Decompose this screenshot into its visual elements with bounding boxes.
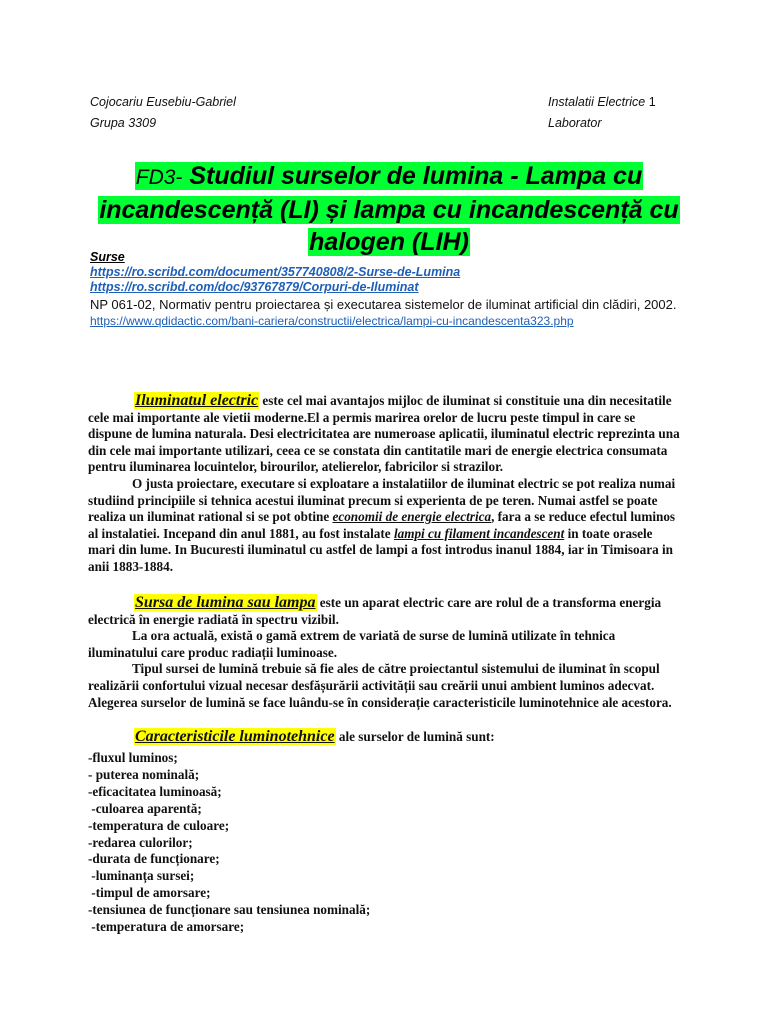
keyword-highlight: Iluminatul electric [135,392,259,409]
course-line [548,92,656,113]
list-item: - puterea nominală; [88,766,200,782]
document-title [90,160,688,258]
author-block [90,92,236,134]
paragraph-text: in toate orasele mari din lume. In Bucuresti iluminatul cu astfel de lampi a fost introdus inanul 1884, iar in Timisoara in anii 1883-1884. [88,525,673,574]
course-block [548,92,656,134]
list-item: -temperatura de culoare; [88,817,230,833]
title-highlight [98,162,679,256]
course-name: Instalatii Electrice [548,95,646,109]
section-characteristics [88,729,680,746]
emphasis-text: lampi cu filament incandescent [393,525,565,541]
list-item: -temperatura de amorsare; [88,919,245,935]
course-type: Laborator [548,116,602,130]
section-electric-lighting [88,393,680,576]
source-link-1[interactable]: https://ro.scribd.com/document/357740808/2-Surse-de-Lumina [90,265,461,279]
title-code: FD3- [135,166,183,189]
source-link-2[interactable]: https://ro.scribd.com/doc/93767879/Corpuri-de-Iluminat [90,280,419,294]
group-name: Grupa 3309 [90,116,157,130]
author-name: Cojocariu Eusebiu-Gabriel [90,95,236,109]
list-item: -eficacitatea luminoasă; [88,783,222,799]
paragraph [88,595,680,628]
paragraph [88,476,680,576]
list-item: -culoarea aparentă; [88,800,202,816]
source-link-3[interactable]: https://www.qdidactic.com/bani-cariera/constructii/electrica/lampi-cu-incandescenta323.php [90,314,574,328]
keyword-highlight: Caracteristicile luminotehnice [135,728,335,745]
list-item: -redarea culorilor; [88,834,193,850]
paragraph: La ora actuală, există o gamă extrem de variată de surse de lumină utilizate în tehnica iluminatului care produc radiații luminoase. [88,628,616,660]
emphasis-text: economii de energie electrica [332,509,492,525]
sources-section [90,250,680,329]
list-item: -fluxul luminos; [88,750,178,765]
list-item: -timpul de amorsare; [88,885,211,901]
paragraph: Tipul sursei de lumină trebuie să fie ales de către proiectantul sistemului de iluminat în scopul realizării confortului vizual necesar desfășurării activității sau creării unui ambient luminos adecvat. Alegerea surselor de lumină se face luându-se în considerație caracteristicile luminotehnice ale acestora. [88,661,672,710]
keyword-highlight: Sursa de lumina sau lampa [135,594,316,611]
source-norm: NP 061-02, Normativ pentru proiectarea și executarea sistemelor de iluminat artificial din clădiri, 2002. [90,297,677,312]
section-light-source [88,595,680,711]
list-item: -durata de funcționare; [88,851,220,867]
list-item: -tensiunea de funcționare sau tensiunea nominală; [88,902,371,918]
paragraph-text: este cel mai avantajos mijloc de iluminat si constituie una din necesitatile cele mai importante ale vietii moderne.El a permis marirea orelor de lucru peste timpul in care se dispune de lumina naturala. Desi electricitatea are numeroase aplicatii, iluminatul electric reprezinta una din cele mai importante utilizari, ceea ce se constata din cantitatile mari de energie electrica consumata pentru iluminarea locuintelor, birourilor, atelierelor, fabricilor si strazilor. [88,393,680,475]
paragraph [88,729,680,746]
title-text: Studiul surselor de lumina - Lampa cu incandescență (LI) și lampa cu incandescență cu halogen (LIH) [99,162,679,256]
paragraph-text: O justa proiectare, executare si exploatare a instalatiilor de iluminat electric se pot realiza numai studiind principiile si tehnica acestui iluminat precum si experienta de pe teren. Numai astfel se poate realiza un iluminat rational si se pot obtine [88,475,676,525]
paragraph-text: , fara a se reduce efectul luminos al instalatiei. Incepand din anul 1881, au fost instalate [88,509,676,541]
paragraph-text: ale surselor de lumină sunt: [335,729,495,744]
paragraph [88,393,680,476]
list-item: -luminanța sursei; [88,868,195,884]
course-number: 1 [648,95,656,109]
paragraph-text: este un aparat electric care are rolul de a transforma energia electrică în energie radiată în spectru vizibil. [88,595,662,627]
characteristics-list [88,750,370,936]
sources-heading: Surse [90,250,125,264]
